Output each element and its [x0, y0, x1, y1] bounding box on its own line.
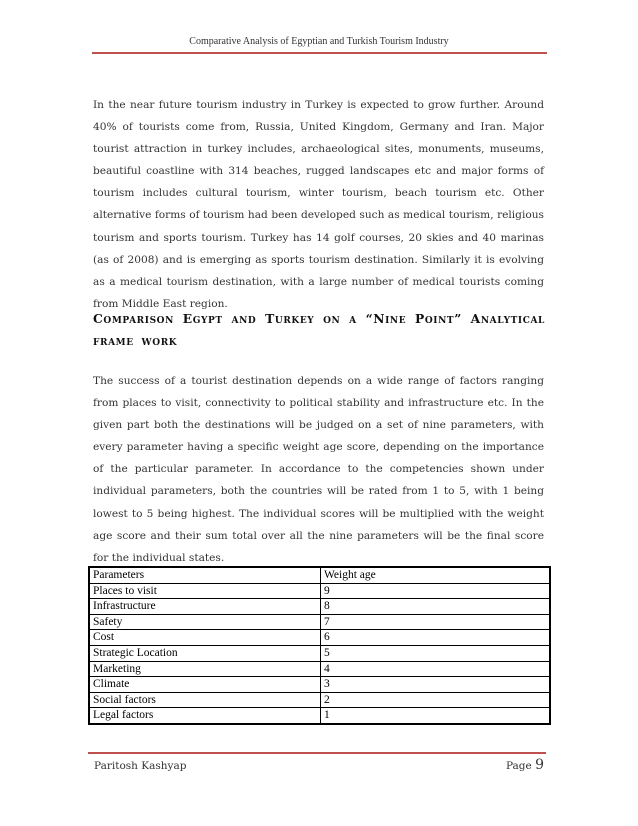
- weight-cell: 5: [321, 645, 551, 661]
- table-row: [89, 692, 550, 708]
- header-parameters: Parameters: [89, 567, 321, 583]
- weight-cell: 2: [321, 692, 551, 708]
- parameters-table: [88, 566, 551, 725]
- page-number: [506, 757, 544, 773]
- table-row: [89, 708, 550, 724]
- running-header: Comparative Analysis of Egyptian and Turkish Tourism Industry: [189, 36, 449, 47]
- parameter-cell: Climate: [89, 677, 321, 693]
- weight-cell: 1: [321, 708, 551, 724]
- parameter-cell: Safety: [89, 614, 321, 630]
- section-heading: Comparison Egypt and Turkey on a “Nine Point” Analytical frame work: [93, 311, 545, 348]
- parameter-cell: Infrastructure: [89, 599, 321, 615]
- footer-author: Paritosh Kashyap: [94, 760, 187, 772]
- table-header-row: [89, 567, 550, 583]
- page-number-value: 9: [535, 757, 544, 773]
- table-row: [89, 599, 550, 615]
- header-weight-age: Weight age: [321, 567, 551, 583]
- parameter-cell: Legal factors: [89, 708, 321, 724]
- parameter-cell: Strategic Location: [89, 645, 321, 661]
- weight-cell: 4: [321, 661, 551, 677]
- parameter-cell: Places to visit: [89, 583, 321, 599]
- method-paragraph: The success of a tourist destination depends on a wide range of factors ranging from places to visit, connectivity to political stability and infrastructure etc. In the given part both the destinations will be judged on a set of nine parameters, with every parameter having a specific weight age score, depending on the importance of the particular parameter. In accordance to the competencies shown under individual parameters, both the countries will be rated from 1 to 5, with 1 being lowest to 5 being highest. The individual scores will be multiplied with the weight age score and their sum total over all the nine parameters will be the final score for the individual states.: [93, 375, 544, 564]
- table-row: [89, 630, 550, 646]
- table-row: [89, 677, 550, 693]
- weight-cell: 3: [321, 677, 551, 693]
- parameter-cell: Cost: [89, 630, 321, 646]
- parameter-cell: Social factors: [89, 692, 321, 708]
- weight-cell: 6: [321, 630, 551, 646]
- table-row: [89, 614, 550, 630]
- header-rule: [92, 52, 547, 54]
- table-row: [89, 645, 550, 661]
- weight-cell: 8: [321, 599, 551, 615]
- table-row: [89, 661, 550, 677]
- parameter-cell: Marketing: [89, 661, 321, 677]
- intro-paragraph: In the near future tourism industry in Turkey is expected to grow further. Around 40% of tourists come from, Russia, United Kingdom, Germany and Iran. Major tourist attraction in turkey includes, archaeological sites, monuments, museums, beautiful coastline with 314 beaches, rugged landscapes etc and major forms of tourism includes cultural tourism, winter tourism, beach tourism etc. Other alternative forms of tourism had been developed such as medical tourism, religious tourism and sports tourism. Turkey has 14 golf courses, 20 skies and 40 marinas (as of 2008) and is emerging as sports tourism destination. Similarly it is evolving as a medical tourism destination, with a large number of medical tourists coming from Middle East region.: [93, 99, 544, 310]
- footer-rule: [88, 752, 546, 754]
- weight-cell: 9: [321, 583, 551, 599]
- weight-cell: 7: [321, 614, 551, 630]
- page-label: Page: [505, 760, 532, 772]
- table-row: [89, 583, 550, 599]
